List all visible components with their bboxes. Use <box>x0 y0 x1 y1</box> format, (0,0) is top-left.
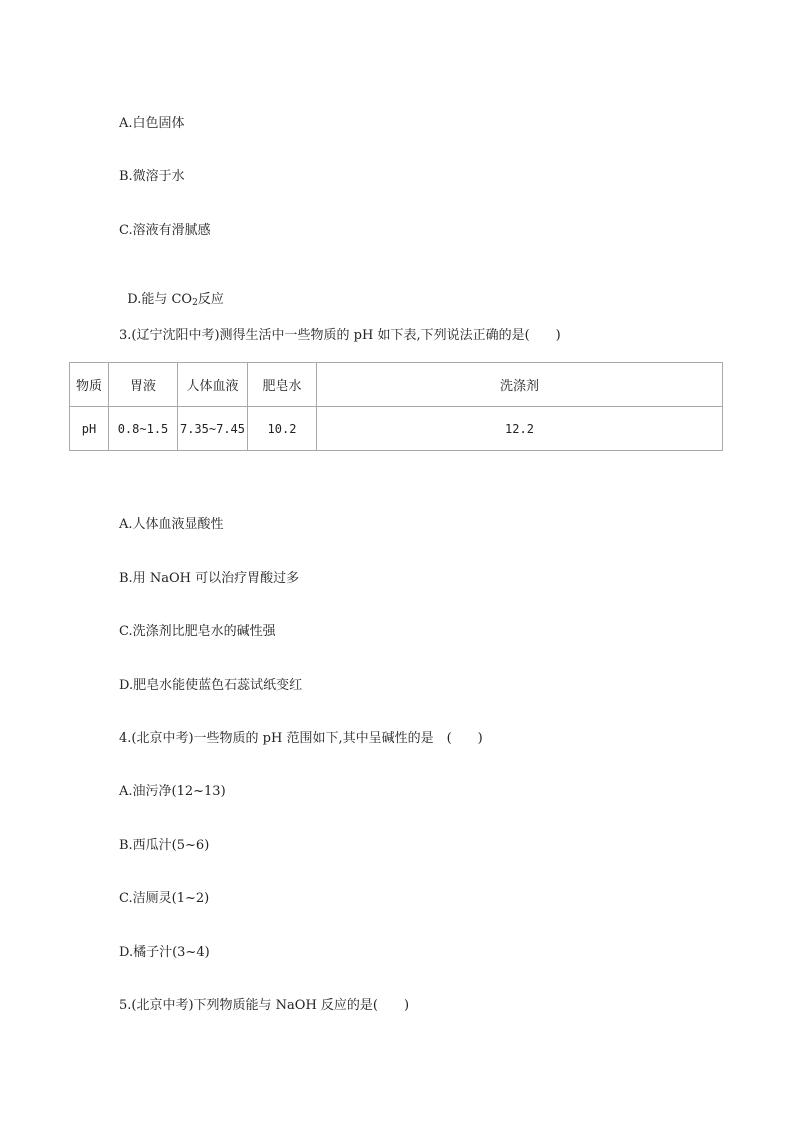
ph-table-cell: pH <box>70 407 109 451</box>
q4-option-b: B.西瓜汁(5~6) <box>119 838 210 853</box>
q2-option-b: B.微溶于水 <box>119 169 185 184</box>
q2-option-c: C.溶液有滑腻感 <box>119 223 211 238</box>
ph-table-header-cell: 肥皂水 <box>248 363 317 407</box>
q3-option-a: A.人体血液显酸性 <box>119 517 224 532</box>
ph-table-header-row <box>70 363 723 407</box>
q2-option-d <box>119 276 224 311</box>
ph-table-cell: 0.8~1.5 <box>109 407 178 451</box>
ph-table-header-cell: 物质 <box>70 363 109 407</box>
ph-table-header-cell: 人体血液 <box>178 363 248 407</box>
q3-option-b: B.用 NaOH 可以治疗胃酸过多 <box>119 571 300 586</box>
q3-option-d: D.肥皂水能使蓝色石蕊试纸变红 <box>119 678 303 693</box>
q2-option-d-suffix: 反应 <box>197 292 224 307</box>
ph-table <box>69 362 723 451</box>
q2-option-a: A.白色固体 <box>119 116 185 131</box>
q3-stem: 3.(辽宁沈阳中考)测得生活中一些物质的 pH 如下表,下列说法正确的是( ) <box>119 328 561 343</box>
ph-table-cell: 10.2 <box>248 407 317 451</box>
q4-option-d: D.橘子汁(3~4) <box>119 945 210 960</box>
q3-option-c: C.洗涤剂比肥皂水的碱性强 <box>119 624 276 639</box>
q5-stem: 5.(北京中考)下列物质能与 NaOH 反应的是( ) <box>119 998 410 1013</box>
q2-option-d-prefix: D.能与 CO <box>127 292 193 307</box>
q4-option-c: C.洁厕灵(1~2) <box>119 891 210 906</box>
ph-table-cell: 12.2 <box>317 407 723 451</box>
ph-table-value-row <box>70 407 723 451</box>
q2-option-d-subscript: 2 <box>192 298 198 308</box>
q4-option-a: A.油污净(12~13) <box>119 784 226 799</box>
ph-table-header-cell: 胃液 <box>109 363 178 407</box>
q4-stem: 4.(北京中考)一些物质的 pH 范围如下,其中呈碱性的是 ( ) <box>119 731 483 746</box>
ph-table-cell: 7.35~7.45 <box>178 407 248 451</box>
ph-table-header-cell: 洗涤剂 <box>317 363 723 407</box>
